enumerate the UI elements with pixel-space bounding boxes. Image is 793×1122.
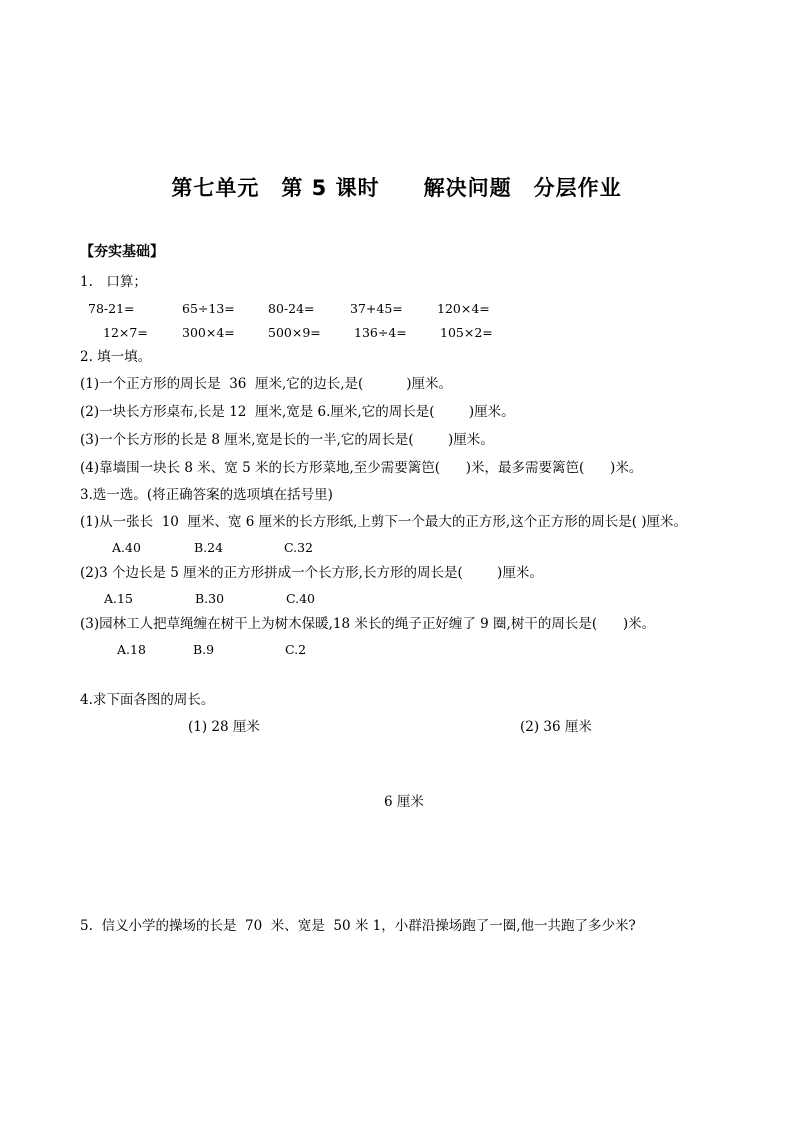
calc-item: 37+45= — [350, 301, 403, 316]
calc-item: 65÷13= — [182, 301, 235, 316]
q3-item-1-stem: (1)从一张长 10 厘米、宽 6 厘米的长方形纸,上剪下一个最大的正方形,这个正方形的周长是( )厘米。 — [80, 514, 688, 530]
q2-item-2: (2)一块长方形桌布,长是 12 厘米,宽是 6.厘米,它的周长是( )厘米。 — [80, 404, 515, 420]
figure-2-label: (2) 36 厘米 — [520, 719, 592, 735]
option-b: B.30 — [195, 591, 225, 606]
calc-item: 500×9= — [268, 325, 321, 340]
option-a: A.15 — [104, 591, 133, 606]
q3-label: 3.选一选。(将正确答案的选项填在括号里) — [80, 487, 333, 503]
q2-item-3: (3)一个长方形的长是 8 厘米,宽是长的一半,它的周长是( )厘米。 — [80, 432, 494, 448]
q1-label: 1. 口算； — [80, 274, 147, 290]
option-b: B.9 — [193, 642, 215, 657]
option-c: C.40 — [286, 591, 315, 606]
q3-item-2-stem: (2)3 个边长是 5 厘米的正方形拼成一个长方形,长方形的周长是( )厘米。 — [80, 565, 543, 581]
page-title: 第七单元 第 5 课时 解决问题 分层作业 — [171, 176, 622, 200]
figure-1-label: (1) 28 厘米 — [188, 719, 260, 735]
q2-label: 2. 填一填。 — [80, 349, 152, 365]
figure-side-label: 6 厘米 — [384, 794, 424, 810]
q3-item-3-stem: (3)园林工人把草绳缠在树干上为树木保暖,18 米长的绳子正好缠了 9 圈,树干的周长是( )米。 — [80, 616, 656, 632]
option-b: B.24 — [194, 540, 224, 555]
section-heading: 【夯实基础】 — [80, 244, 164, 260]
q2-item-1: (1)一个正方形的周长是 36 厘米,它的边长,是( )厘米。 — [80, 376, 452, 392]
q2-item-4: (4)靠墙围一块长 8 米、宽 5 米的长方形菜地,至少需要篱笆( )米，最多需要篱笆( )米。 — [80, 460, 643, 476]
option-a: A.18 — [117, 642, 146, 657]
calc-item: 136÷4= — [354, 325, 407, 340]
q5-text: 5. 信义小学的操场的长是 70 米、宽是 50 米 1，小群沿操场跑了一圈,他一共跑了多少米? — [80, 918, 636, 934]
option-a: A.40 — [112, 540, 141, 555]
option-c: C.2 — [285, 642, 307, 657]
calc-item: 80-24= — [268, 301, 315, 316]
calc-item: 120×4= — [437, 301, 490, 316]
calc-item: 78-21= — [88, 301, 135, 316]
q4-label: 4.求下面各图的周长。 — [80, 692, 215, 708]
calc-item: 300×4= — [182, 325, 235, 340]
option-c: C.32 — [284, 540, 313, 555]
calc-item: 12×7= — [103, 325, 148, 340]
calc-item: 105×2= — [440, 325, 493, 340]
